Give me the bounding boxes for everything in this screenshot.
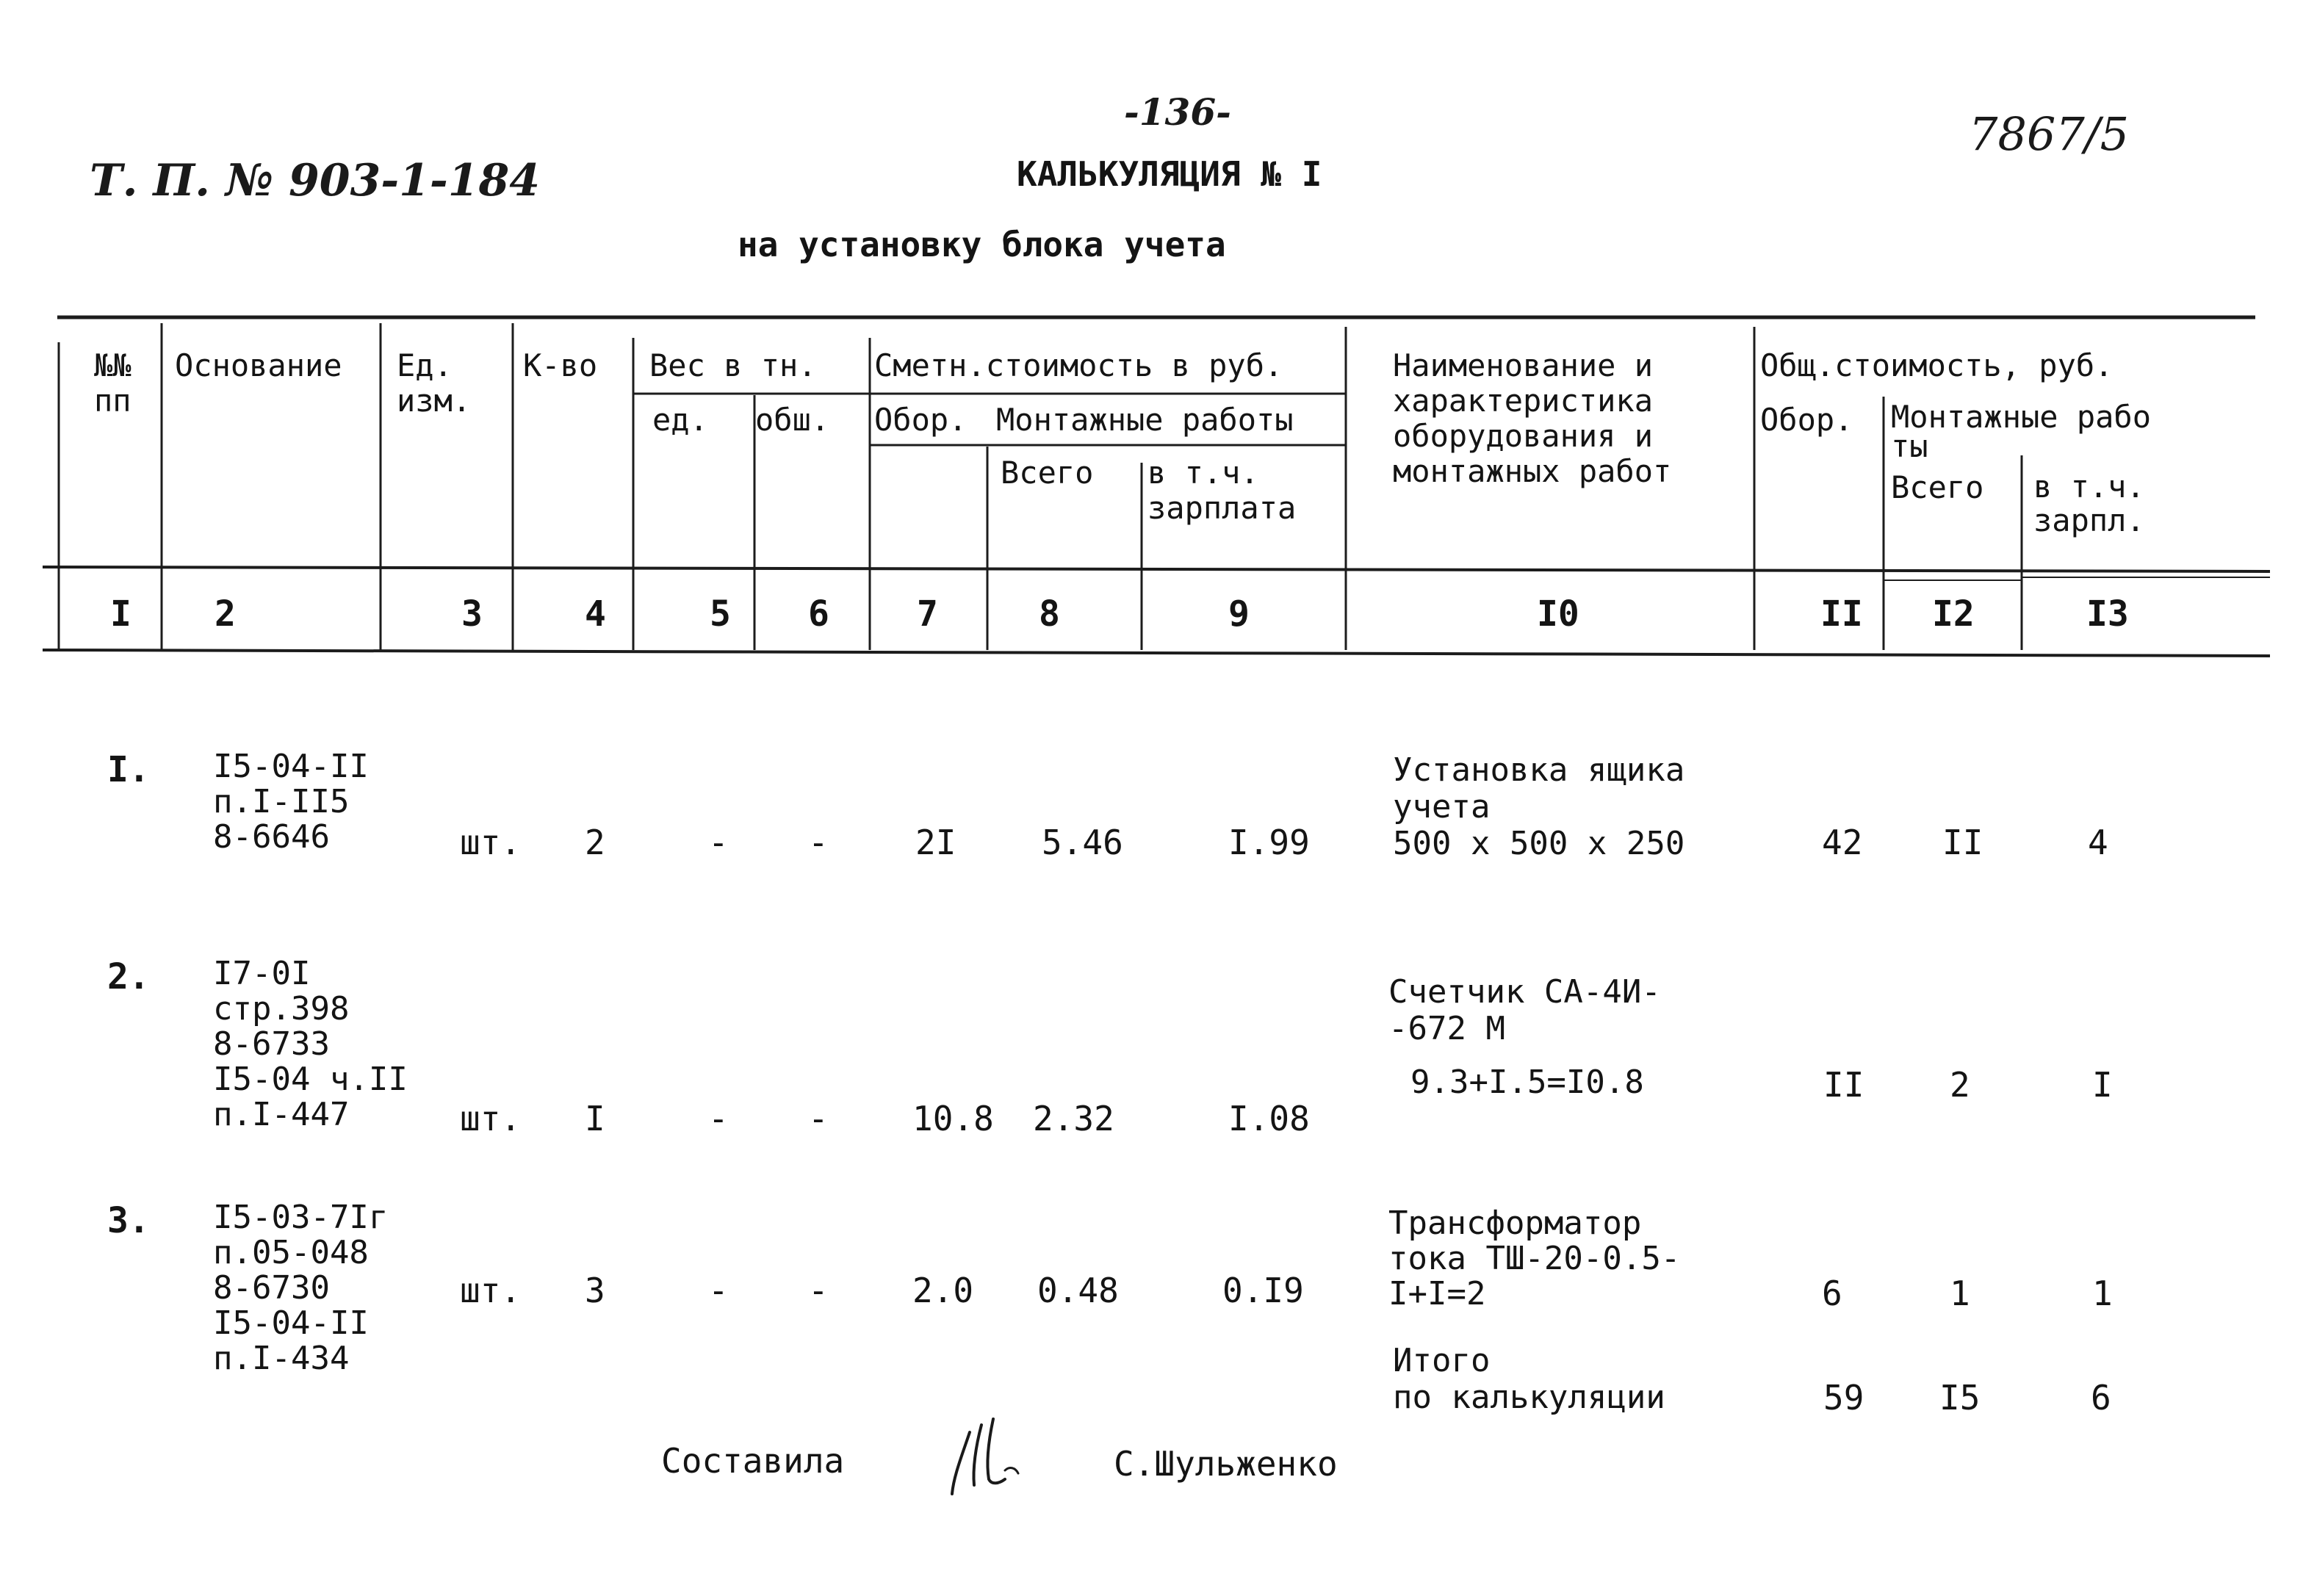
table-row-1-install-total: 5.46	[1042, 823, 1123, 862]
table-row-3-salary: 0.I9	[1222, 1271, 1304, 1310]
table-row-2-calc-note: 9.3+I.5=I0.8	[1410, 1064, 1644, 1101]
table-row-2-weight-total: -	[808, 1099, 829, 1138]
col-header-total-cost: Общ.стоимость, руб.	[1760, 347, 2114, 383]
table-row-3-weight-total: -	[808, 1271, 829, 1310]
table-row-1-unit: шт.	[460, 823, 522, 862]
col-header-weight: Вес в тн.	[649, 347, 817, 383]
col-number-10: I0	[1537, 593, 1579, 635]
header-bottom-border	[43, 567, 2270, 571]
handwritten-signature	[948, 1403, 1036, 1498]
table-row-1-salary: I.99	[1228, 823, 1310, 862]
document-title: КАЛЬКУЛЯЦИЯ № I	[1017, 154, 1322, 194]
col-header-6: обш.	[755, 402, 830, 438]
table-row-1-equipment: 2I	[915, 823, 956, 862]
col-number-9: 9	[1228, 593, 1250, 635]
table-row-2-salary: I.08	[1228, 1099, 1310, 1138]
col-header-13: в т.ч. зарпл.	[2033, 469, 2145, 538]
table-row-2-unit: шт.	[460, 1099, 522, 1138]
col-number-11: II	[1820, 593, 1863, 635]
col-number-8: 8	[1039, 593, 1060, 635]
col-number-6: 6	[808, 593, 829, 635]
col-number-13: I3	[2086, 593, 2129, 635]
col-header-installation: Монтажные работы	[996, 402, 1294, 438]
table-row-3-unit: шт.	[460, 1271, 522, 1310]
table-row-3-total-salary: 1	[2092, 1274, 2113, 1313]
table-row-3-weight-unit: -	[708, 1271, 729, 1310]
col-number-4: 4	[585, 593, 606, 635]
table-row-1-qty: 2	[585, 823, 605, 862]
totals-label: Итого по калькуляции	[1393, 1342, 1665, 1416]
totals-salary: 6	[2091, 1378, 2111, 1418]
compiler-name: С.Шульженко	[1114, 1444, 1338, 1484]
table-row-2-num: 2.	[107, 956, 150, 997]
table-row-2-equipment: 10.8	[912, 1099, 994, 1138]
table-row-3-num: 3.	[107, 1200, 150, 1241]
table-row-3-install-total: 0.48	[1037, 1271, 1119, 1310]
totals-install: I5	[1939, 1378, 1981, 1418]
table-row-2-qty: I	[585, 1099, 605, 1138]
table-row-2-description: Счетчик СА-4И- -672 М	[1388, 973, 1661, 1047]
col-header-10: Наименование и характеристика оборудования и монтажных работ	[1393, 347, 1672, 489]
col-header-8: Всего	[1001, 455, 1094, 491]
table-row-1-description: Установка ящика учета 500 х 500 х 250	[1393, 751, 1685, 862]
col-header-7: Обор.	[874, 402, 967, 438]
table-row-1-total-equipment: 42	[1822, 823, 1863, 862]
table-row-1-basis: I5-04-II п.I-II5 8-6646	[213, 748, 369, 856]
col-header-3: Ед. изм.	[397, 347, 472, 419]
col-header-9: в т.ч. зарплата	[1147, 455, 1297, 526]
table-row-2-total-salary: I	[2092, 1065, 2113, 1105]
col-number-1: I	[110, 593, 131, 635]
col-header-4: К-во	[523, 347, 598, 383]
table-row-1-weight-total: -	[808, 823, 829, 862]
col-header-installation-2: Монтажные рабо ты	[1891, 399, 2152, 464]
handwritten-archive-number: 7867/5	[1969, 107, 2130, 161]
table-row-3-equipment: 2.0	[912, 1271, 974, 1310]
col-header-estimate: Сметн.стоимость в руб.	[874, 347, 1283, 383]
document-subtitle: на установку блока учета	[738, 225, 1226, 264]
col-number-2: 2	[215, 593, 236, 635]
compiled-by-label: Составила	[661, 1441, 845, 1481]
table-row-2-install-total: 2.32	[1033, 1099, 1114, 1138]
table-row-2-weight-unit: -	[708, 1099, 729, 1138]
col-header-12: Всего	[1891, 469, 1984, 505]
table-row-3-basis: I5-03-7Iг п.05-048 8-6730 I5-04-II п.I-434	[213, 1199, 389, 1377]
table-row-1-num: I.	[107, 749, 150, 790]
handwritten-project-number: Т. П. № 903-1-184	[90, 155, 541, 206]
table-row-3-total-equipment: 6	[1822, 1274, 1842, 1313]
col-header-2: Основание	[175, 347, 342, 383]
col-number-5: 5	[710, 593, 731, 635]
handwritten-page-number: -136-	[1124, 90, 1231, 134]
col-number-7: 7	[917, 593, 938, 635]
table-row-1-total-salary: 4	[2088, 823, 2108, 862]
table-row-2-basis: I7-0I стр.398 8-6733 I5-04 ч.II п.I-447	[213, 955, 408, 1133]
table-row-3-qty: 3	[585, 1271, 605, 1310]
number-row-bottom-border	[43, 650, 2270, 656]
table-row-1-weight-unit: -	[708, 823, 729, 862]
totals-equipment: 59	[1823, 1378, 1864, 1418]
col-header-5: ед.	[652, 402, 708, 438]
table-row-3-total-install: 1	[1950, 1274, 1970, 1313]
table-row-2-total-install: 2	[1950, 1065, 1970, 1105]
col-header-11: Обор.	[1760, 402, 1853, 438]
table-row-2-total-equipment: II	[1823, 1065, 1864, 1105]
table-row-3-description: Трансформатор тока ТШ-20-0.5- I+I=2	[1388, 1205, 1681, 1312]
col-number-3: 3	[461, 593, 483, 635]
col-header-1: №№ пп	[94, 347, 131, 419]
table-row-1-total-install: II	[1942, 823, 1983, 862]
col-number-12: I2	[1932, 593, 1975, 635]
